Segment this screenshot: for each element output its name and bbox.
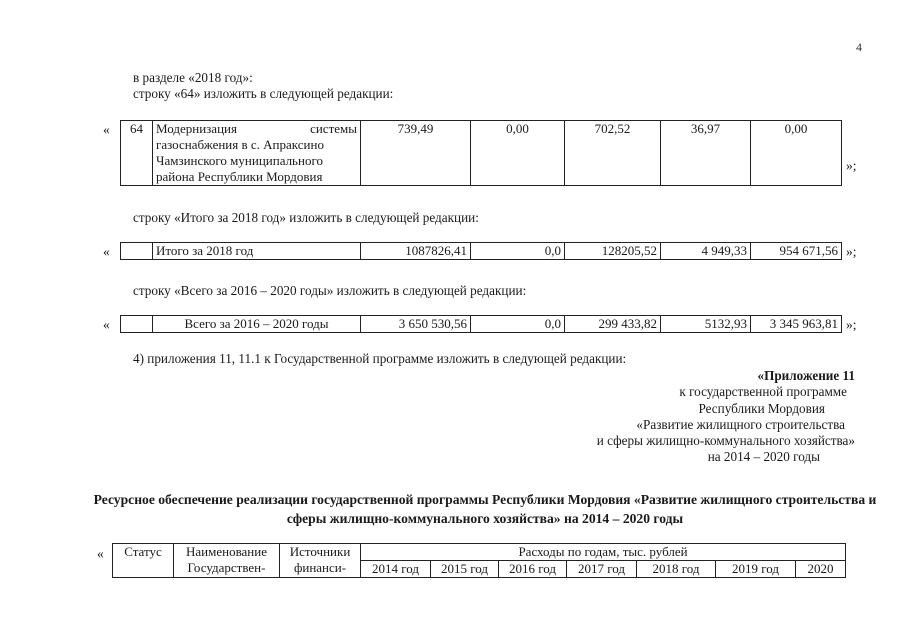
open-quote: «	[97, 546, 104, 561]
open-quote: «	[103, 317, 110, 332]
row-name-line: Модернизация системы	[156, 121, 357, 136]
annex-line: и сферы жилищно-коммунального хозяйства»	[596, 433, 855, 449]
itogo-intro: строку «Итого за 2018 год» изложить в следующей редакции:	[133, 210, 479, 225]
row-label: Итого за 2018 год	[153, 243, 361, 260]
name-header	[174, 544, 280, 578]
intro-section-line: в разделе «2018 год»:	[133, 70, 253, 85]
year-header: 2018 год	[637, 561, 716, 578]
row-number: 64	[121, 121, 153, 186]
empty-cell	[121, 316, 153, 333]
value-cell: 1087826,41	[361, 243, 471, 260]
itogo-table	[120, 242, 842, 260]
empty-cell	[121, 243, 153, 260]
document-heading: Ресурсное обеспечение реализации государственной программы Республики Мордовия «Развитие жилищного строительства и сферы жилищно-коммунального хозяйства» на 2014 – 2020 годы	[93, 492, 877, 526]
row-name-line: газоснабжения в с. Апраксино	[156, 137, 324, 152]
value-cell: 0,00	[471, 121, 565, 186]
annex-block	[597, 368, 855, 466]
year-header: 2017 год	[567, 561, 637, 578]
value-cell: 5132,93	[661, 316, 751, 333]
row-name-line: Чамзинского муниципального	[156, 153, 323, 168]
page-number: 4	[856, 40, 862, 54]
resource-table	[112, 543, 846, 578]
value-cell: 4 949,33	[661, 243, 751, 260]
year-header: 2014 год	[361, 561, 431, 578]
close-quote: »;	[846, 244, 857, 259]
name-header-line: Наименование	[186, 544, 267, 559]
source-header-line: Источники	[289, 544, 351, 559]
value-cell: 299 433,82	[565, 316, 661, 333]
row-name-line: района Республики Мордовия	[156, 169, 323, 184]
open-quote: «	[103, 122, 110, 137]
value-cell: 3 345 963,81	[751, 316, 842, 333]
close-quote: »;	[846, 317, 857, 332]
year-header: 2019 год	[716, 561, 796, 578]
row-label: Всего за 2016 – 2020 годы	[153, 316, 361, 333]
vsego-intro: строку «Всего за 2016 – 2020 годы» изложить в следующей редакции:	[133, 283, 527, 298]
row64-table	[120, 120, 842, 186]
close-quote: »;	[846, 158, 857, 173]
annex-title: «Приложение 11	[757, 368, 855, 383]
item4-text: 4) приложения 11, 11.1 к Государственной программе изложить в следующей редакции:	[133, 351, 627, 366]
source-header-line: финанси-	[293, 560, 347, 575]
value-cell: 954 671,56	[751, 243, 842, 260]
value-cell: 702,52	[565, 121, 661, 186]
table-row	[121, 316, 842, 333]
open-quote: «	[103, 244, 110, 259]
year-header: 2015 год	[431, 561, 499, 578]
expenses-header: Расходы по годам, тыс. рублей	[361, 544, 846, 561]
year-header: 2016 год	[499, 561, 567, 578]
vsego-table	[120, 315, 842, 333]
value-cell: 0,00	[751, 121, 842, 186]
annex-line: «Развитие жилищного строительства	[636, 416, 845, 432]
value-cell: 0,0	[471, 316, 565, 333]
table-row	[121, 243, 842, 260]
annex-line: Республики Мордовия	[698, 400, 825, 416]
source-header	[280, 544, 361, 578]
value-cell: 739,49	[361, 121, 471, 186]
name-header-line: Государствен-	[187, 560, 266, 575]
annex-line: к государственной программе	[679, 384, 847, 400]
value-cell: 128205,52	[565, 243, 661, 260]
value-cell: 36,97	[661, 121, 751, 186]
annex-line: на 2014 – 2020 годы	[707, 449, 820, 465]
row-name	[153, 121, 361, 186]
year-header: 2020	[796, 561, 846, 578]
table-header-row	[113, 544, 846, 561]
status-header: Статус	[113, 544, 174, 578]
value-cell: 3 650 530,56	[361, 316, 471, 333]
value-cell: 0,0	[471, 243, 565, 260]
intro-row64-line: строку «64» изложить в следующей редакции:	[133, 86, 394, 101]
table-row	[121, 121, 842, 186]
